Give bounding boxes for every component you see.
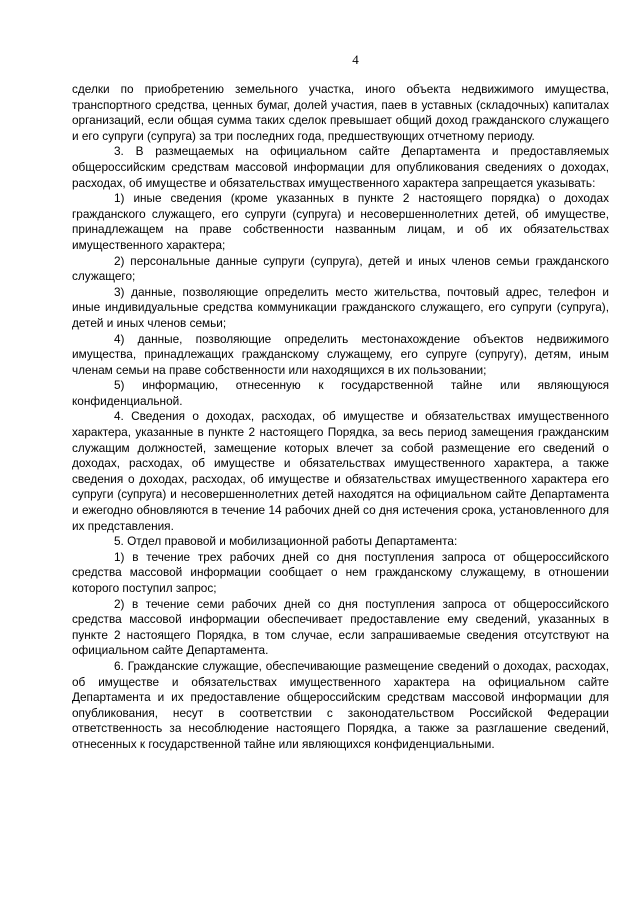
- paragraph-item-3: 3. В размещаемых на официальном сайте Департамента и предоставляемых общероссийским средствам массовой информации для опубликования сведениях о доходах, расходах, об имуществе и обязательствах имущественного характера запрещается указывать:: [72, 144, 609, 190]
- paragraph-item-5-2: 2) в течение семи рабочих дней со дня поступления запроса от общероссийского средства массовой информации обеспечивает предоставление ему сведений, указанных в пункте 2 настоящего Порядка, в том случае, если запрашиваемые сведения отсутствуют на официальном сайте Департамента.: [72, 596, 609, 658]
- paragraph-continuation: сделки по приобретению земельного участка, иного объекта недвижимого имущества, транспортного средства, ценных бумаг, долей участия, паев в уставных (складочных) капиталах организаций, если общая сумма таких сделок превышает общий доход гражданского служащего и его супруги (супруга) за три последних года, предшествующих отчетному периоду.: [72, 82, 609, 143]
- paragraph-item-5: 5. Отдел правовой и мобилизационной работы Департамента:: [114, 534, 458, 549]
- paragraph-item-4: 4. Сведения о доходах, расходах, об имуществе и обязательствах имущественного характера, указанные в пункте 2 настоящего Порядка, за весь период замещения гражданским служащим должностей, замещение которых влечет за собой размещение его сведений о доходах, расходах, об имуществе и обязательствах имущественного характера, а также сведения о доходах, расходах, об имуществе и обязательствах имущественного характера его супруги (супруга) и несовершеннолетних детей находятся на официальном сайте Департамента и ежегодно обновляются в течение 14 рабочих дней со дня истечения срока, установленного для их представления.: [72, 409, 609, 533]
- paragraph-item-3-2: 2) персональные данные супруги (супруга), детей и иных членов семьи гражданского служащего;: [72, 253, 609, 284]
- page-number: 4: [352, 52, 359, 67]
- paragraph-item-3-4: 4) данные, позволяющие определить местонахождение объектов недвижимого имущества, принадлежащих гражданскому служащему, его супруге (супругу), детям, иным членам семьи на праве собственности или находящихся в их пользовании;: [72, 331, 609, 377]
- paragraph-item-5-1: 1) в течение трех рабочих дней со дня поступления запроса от общероссийского средства массовой информации сообщает о нем гражданскому служащему, в отношении которого поступил запрос;: [72, 549, 609, 595]
- paragraph-item-6: 6. Гражданские служащие, обеспечивающие размещение сведений о доходах, расходах, об имуществе и обязательствах имущественного характера на официальном сайте Департамента и их предоставление общероссийским средствам массовой информации для опубликования, несут в соответствии с законодательством Российской Федерации ответственность за несоблюдение настоящего Порядка, а также за разглашение сведений, отнесенных к государственной тайне или являющихся конфиденциальными.: [72, 658, 609, 751]
- paragraph-item-3-3: 3) данные, позволяющие определить место жительства, почтовый адрес, телефон и иные индивидуальные средства коммуникации гражданского служащего, его супруги (супруга), детей и иных членов семьи;: [72, 284, 609, 330]
- paragraph-item-3-5: 5) информацию, отнесенную к государственной тайне или являющуюся конфиденциальной.: [72, 378, 609, 408]
- paragraph-item-3-1: 1) иные сведения (кроме указанных в пункте 2 настоящего порядка) о доходах гражданского служащего, его супруги (супруга) и несовершеннолетних детей, об имуществе, принадлежащем на праве собственности названным лицам, и об их обязательствах имущественного характера;: [72, 191, 609, 252]
